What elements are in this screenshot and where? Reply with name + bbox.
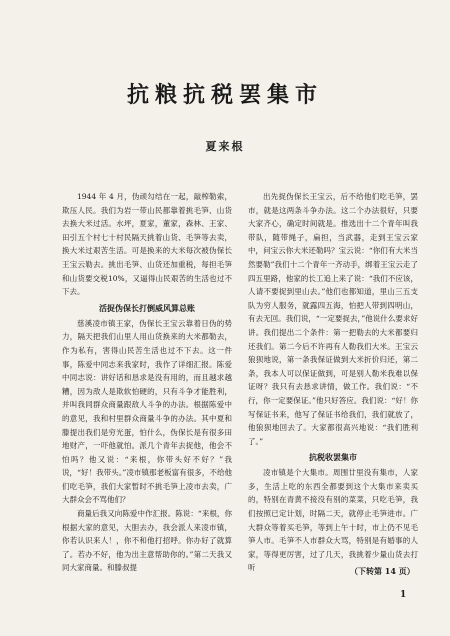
section-heading: 抗税收罢集市 <box>309 452 357 463</box>
article-title: 抗粮抗税罢集市 <box>126 82 323 108</box>
paragraph: 凌市镇是个大集市。周围廿里没有集市，人家多，生活上吃的东西全都要到这个大集市来卖买的，特别在青黄不接没有别的菜菜，只吃毛笋，我们按照已定计划，时隔二天，就停止毛笋进市。广大群众等着买毛笋，等到上午十时，市上仍不见毛笋人市。毛笋不人市群众大骂，特别是有婚事的人家，等得更厉害，过了几天，我挑着少量山货去打听 <box>248 468 418 573</box>
left-column <box>62 190 232 575</box>
page-number: 1 <box>400 590 407 600</box>
section-heading: 活捉伪保长打倒威风算总账 <box>99 302 195 313</box>
paragraph: 商量后我又向陈爱中作汇报。陈说：“来根，你根据大家的意见，大胆去办，我会派人来凌市镇，你若认识来人！，你不和他打招呼。你办好了就算了。若办不好，他为出主意帮助你的。”第二天我又同大家商量。和滕叔提 <box>62 509 232 573</box>
paragraph: 1944 年 4 月，伪顽勾结在一起，敲榨勒索，欺压人民。我们为岩一带山民都靠着挑毛笋、山货去换大米过活。水坪，夏家，董家，森林、王家、田引五个村七十村民隔天挑着山货、毛笋等去卖，换大米过艰苦生活。可是换来的大米每次被伪保长王宝云勒去。挑出毛笋、山货还加重税，每担毛笋和山货要交税10%，又逼得山民艰苦的生活也过不下去。 <box>62 192 232 297</box>
continued-note: （下转第 14 页） <box>350 566 415 576</box>
paragraph: 出先捉伪保长王宝云，后不给他们吃毛笋，罢市，就是这两条斗争办法。这二个办法很好，只要大家齐心，确定时间就是。推选出十二个青年叫我带队，随带绳子，扁担，当武器，走到王宝云家中，问宝云你大米还勒吗？宝云说：“你们有大米当然要勒”我们十二个青年一齐动手，绑着王宝云走了四五里路，他家的长工追上来了说：“我们不应该，人请不要捉到里山去。”他们也都知道，里山三五支队为穷人服务，就露四五海，怕把人带到四明山，有去无回。我们说，“一定要捉去，”他说什么要求好讲。我们提出二个条件：第一把勒去的大米都要归还我们。第二今后不许再有人勒我们大米。王宝云狼狈地说，第一条我保证做到大米折价归还，第二条，我本人可以保证做到，可是别人勒米我难以保证呀？我只有去恳求讲情，做工作。我们说：“不行，你一定要保证。”他只好答应。我们说：“好！你写保证书来，他写了保证书给我们，我们就放了，他狼狈地回去了。大家都很高兴地说：“我们胜利了。” <box>248 192 418 446</box>
paragraph: 慈溪凌市镇王家，伪保长王宝云靠着日伪的势力，隔天把我们山里人用山货换来的大米都勒去，作为私有，害得山民苦生活也过不下去。这一件事，陈爱中同志来我家时，我作了详细汇报。陈爱中同志说：讲好话和恳求是没有用的，而且越求越糟，因为敌人是欺软怕硬的，只有斗争才能胜利，并叫我同群众商量跟敌人斗争的办法。根据陈爱中的意见，我和村里群众商量斗争的办法。其中夏和滕提出我们是穷光蛋，怕什么，伪保长是有很多田地财产，一吓他就怕。派几个青年去捉他，他会不怕吗？他又说：“来根，你带头好不好？”我说，“好！我带头。”凌市镇那老板富有很多，不给他们吃毛笋，我们大家暂时不挑毛笋上凌市去卖，广大群众会不骂他们？ <box>62 318 232 505</box>
article-author: 夏来根 <box>205 140 245 153</box>
right-column <box>248 190 418 575</box>
